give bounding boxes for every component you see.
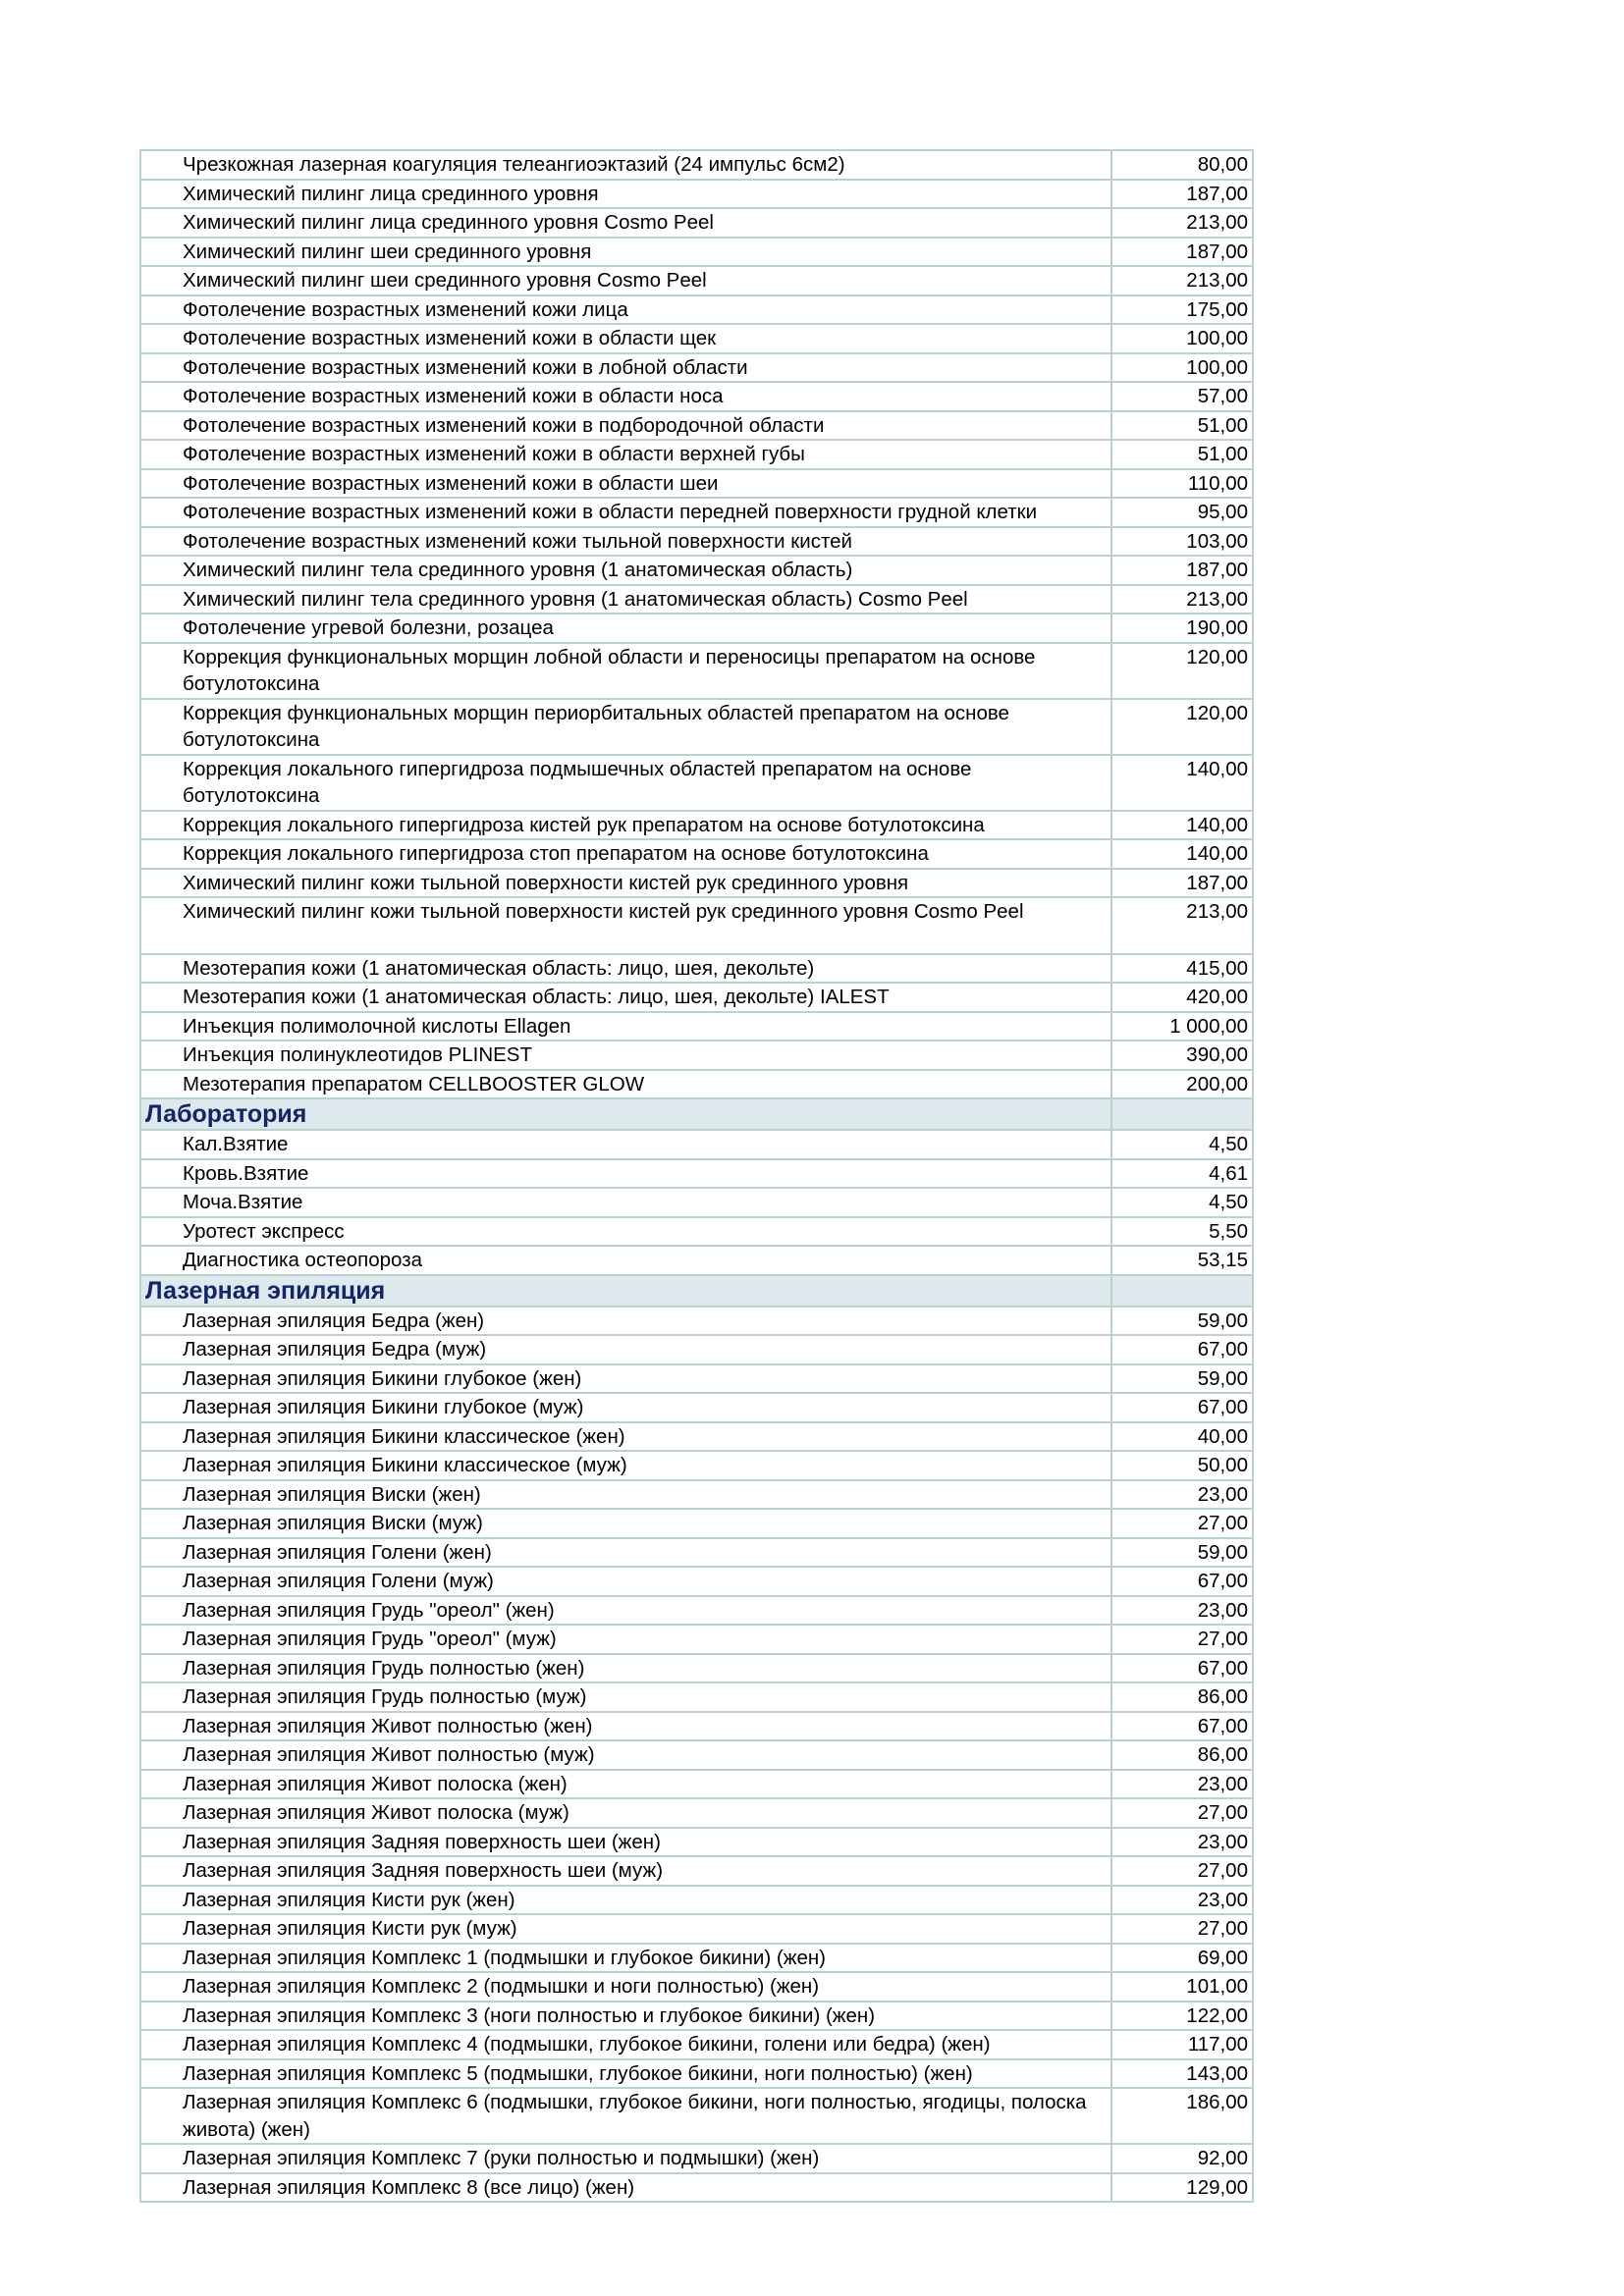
price-list-body	[140, 150, 1253, 2202]
service-price: 100,00	[1111, 324, 1253, 353]
service-name: Лазерная эпиляция Комплекс 1 (подмышки и глубокое бикини) (жен)	[140, 1944, 1111, 1973]
service-name: Лазерная эпиляция Грудь "ореол" (жен)	[140, 1596, 1111, 1626]
service-price: 67,00	[1111, 1654, 1253, 1683]
price-row	[140, 1159, 1253, 1189]
service-price: 101,00	[1111, 1972, 1253, 2002]
service-price: 27,00	[1111, 1856, 1253, 1886]
service-price: 59,00	[1111, 1538, 1253, 1568]
service-price: 59,00	[1111, 1307, 1253, 1336]
service-name: Лазерная эпиляция Живот полностью (жен)	[140, 1712, 1111, 1741]
service-name: Диагностика остеопороза	[140, 1246, 1111, 1275]
price-row	[140, 643, 1253, 699]
service-price: 213,00	[1111, 585, 1253, 614]
service-price: 95,00	[1111, 498, 1253, 527]
service-name: Фотолечение возрастных изменений кожи в области щек	[140, 324, 1111, 353]
price-row	[140, 1740, 1253, 1770]
price-row	[140, 1856, 1253, 1886]
service-price: 67,00	[1111, 1335, 1253, 1364]
price-row	[140, 1217, 1253, 1247]
service-price: 23,00	[1111, 1886, 1253, 1915]
service-name: Химический пилинг тела срединного уровня (1 анатомическая область) Cosmo Peel	[140, 585, 1111, 614]
service-price: 190,00	[1111, 614, 1253, 643]
service-name: Кал.Взятие	[140, 1130, 1111, 1159]
service-name: Химический пилинг тела срединного уровня (1 анатомическая область)	[140, 556, 1111, 585]
service-price: 4,61	[1111, 1159, 1253, 1189]
service-name: Мезотерапия препаратом CELLBOOSTER GLOW	[140, 1070, 1111, 1099]
service-name: Коррекция локального гипергидроза стоп препаратом на основе ботулотоксина	[140, 839, 1111, 869]
service-name: Фотолечение угревой болезни, розацеа	[140, 614, 1111, 643]
service-price: 23,00	[1111, 1596, 1253, 1626]
price-row	[140, 1364, 1253, 1394]
price-row	[140, 411, 1253, 441]
price-row	[140, 1972, 1253, 2002]
service-name: Фотолечение возрастных изменений кожи тыльной поверхности кистей	[140, 527, 1111, 557]
service-price: 415,00	[1111, 954, 1253, 984]
service-name: Лазерная эпиляция Бикини классическое (муж)	[140, 1451, 1111, 1480]
service-price: 51,00	[1111, 440, 1253, 469]
price-row	[140, 2059, 1253, 2089]
category-row	[140, 1098, 1253, 1130]
service-name: Фотолечение возрастных изменений кожи в области передней поверхности грудной клетки	[140, 498, 1111, 527]
service-name: Лазерная эпиляция Бикини классическое (жен)	[140, 1422, 1111, 1452]
service-name: Лазерная эпиляция Бикини глубокое (жен)	[140, 1364, 1111, 1394]
price-row	[140, 180, 1253, 209]
service-name: Кровь.Взятие	[140, 1159, 1111, 1189]
service-name: Лазерная эпиляция Комплекс 2 (подмышки и ноги полностью) (жен)	[140, 1972, 1111, 2002]
service-name: Лазерная эпиляция Комплекс 7 (руки полностью и подмышки) (жен)	[140, 2144, 1111, 2173]
price-row	[140, 238, 1253, 267]
category-title: Лазерная эпиляция	[140, 1275, 1111, 1307]
service-name: Лазерная эпиляция Грудь полностью (жен)	[140, 1654, 1111, 1683]
category-title: Лаборатория	[140, 1098, 1111, 1130]
service-name: Лазерная эпиляция Бикини глубокое (муж)	[140, 1393, 1111, 1422]
service-name: Химический пилинг шеи срединного уровня Cosmo Peel	[140, 266, 1111, 295]
price-row	[140, 382, 1253, 411]
service-name: Коррекция функциональных морщин периорбитальных областей препаратом на основе ботулотоксина	[140, 699, 1111, 755]
service-name: Лазерная эпиляция Комплекс 8 (все лицо) (жен)	[140, 2173, 1111, 2203]
service-name: Лазерная эпиляция Задняя поверхность шеи (жен)	[140, 1828, 1111, 1857]
service-name: Лазерная эпиляция Живот полоска (жен)	[140, 1770, 1111, 1799]
price-row	[140, 150, 1253, 180]
service-name: Лазерная эпиляция Грудь полностью (муж)	[140, 1682, 1111, 1712]
category-row	[140, 1275, 1253, 1307]
service-price: 120,00	[1111, 699, 1253, 755]
price-row	[140, 1567, 1253, 1596]
service-name: Лазерная эпиляция Задняя поверхность шеи (муж)	[140, 1856, 1111, 1886]
service-price: 187,00	[1111, 238, 1253, 267]
service-name: Лазерная эпиляция Комплекс 6 (подмышки, глубокое бикини, ноги полностью, ягодицы, полоска живота) (жен)	[140, 2088, 1111, 2144]
service-name: Коррекция локального гипергидроза подмышечных областей препаратом на основе ботулотоксина	[140, 755, 1111, 811]
price-row	[140, 1070, 1253, 1099]
service-name: Лазерная эпиляция Виски (муж)	[140, 1509, 1111, 1538]
service-price: 27,00	[1111, 1914, 1253, 1944]
service-price: 53,15	[1111, 1246, 1253, 1275]
service-price: 140,00	[1111, 839, 1253, 869]
price-row	[140, 1886, 1253, 1915]
service-price: 187,00	[1111, 180, 1253, 209]
price-row	[140, 1798, 1253, 1828]
service-price: 59,00	[1111, 1364, 1253, 1394]
price-row	[140, 527, 1253, 557]
service-price: 100,00	[1111, 353, 1253, 383]
service-price: 4,50	[1111, 1188, 1253, 1217]
service-price: 69,00	[1111, 1944, 1253, 1973]
service-name: Фотолечение возрастных изменений кожи в лобной области	[140, 353, 1111, 383]
service-price: 5,50	[1111, 1217, 1253, 1247]
price-row	[140, 1188, 1253, 1217]
price-row	[140, 1509, 1253, 1538]
price-row	[140, 755, 1253, 811]
price-row	[140, 1625, 1253, 1654]
service-price: 67,00	[1111, 1712, 1253, 1741]
price-row	[140, 353, 1253, 383]
service-price: 187,00	[1111, 556, 1253, 585]
service-name: Инъекция полинуклеотидов PLINEST	[140, 1041, 1111, 1070]
price-row	[140, 1682, 1253, 1712]
price-row	[140, 1914, 1253, 1944]
service-name: Мезотерапия кожи (1 анатомическая область: лицо, шея, декольте) IALEST	[140, 983, 1111, 1012]
price-row	[140, 295, 1253, 325]
service-price: 23,00	[1111, 1770, 1253, 1799]
price-row	[140, 1480, 1253, 1510]
price-row	[140, 2144, 1253, 2173]
price-row	[140, 469, 1253, 499]
service-price: 117,00	[1111, 2030, 1253, 2059]
service-price: 175,00	[1111, 295, 1253, 325]
price-row	[140, 1712, 1253, 1741]
service-price: 57,00	[1111, 382, 1253, 411]
service-price: 92,00	[1111, 2144, 1253, 2173]
price-row	[140, 2088, 1253, 2144]
service-price: 390,00	[1111, 1041, 1253, 1070]
price-row	[140, 585, 1253, 614]
service-price: 80,00	[1111, 150, 1253, 180]
service-name: Химический пилинг кожи тыльной поверхности кистей рук срединного уровня	[140, 869, 1111, 898]
price-row	[140, 983, 1253, 1012]
service-name: Фотолечение возрастных изменений кожи в области верхней губы	[140, 440, 1111, 469]
service-price: 120,00	[1111, 643, 1253, 699]
category-price-cell	[1111, 1275, 1253, 1307]
service-name: Лазерная эпиляция Кисти рук (муж)	[140, 1914, 1111, 1944]
service-name: Лазерная эпиляция Живот полоска (муж)	[140, 1798, 1111, 1828]
service-name: Лазерная эпиляция Виски (жен)	[140, 1480, 1111, 1510]
service-name: Лазерная эпиляция Голени (жен)	[140, 1538, 1111, 1568]
service-price: 86,00	[1111, 1682, 1253, 1712]
price-row	[140, 324, 1253, 353]
service-name: Фотолечение возрастных изменений кожи лица	[140, 295, 1111, 325]
price-row	[140, 1307, 1253, 1336]
service-price: 86,00	[1111, 1740, 1253, 1770]
price-list-table	[139, 149, 1254, 2203]
service-name: Мезотерапия кожи (1 анатомическая область: лицо, шея, декольте)	[140, 954, 1111, 984]
price-row	[140, 811, 1253, 840]
price-row	[140, 1012, 1253, 1041]
service-price: 186,00	[1111, 2088, 1253, 2144]
service-name: Химический пилинг лица срединного уровня Cosmo Peel	[140, 208, 1111, 238]
service-name: Фотолечение возрастных изменений кожи в подбородочной области	[140, 411, 1111, 441]
service-name: Фотолечение возрастных изменений кожи в области шеи	[140, 469, 1111, 499]
price-row	[140, 556, 1253, 585]
service-price: 1 000,00	[1111, 1012, 1253, 1041]
price-row	[140, 1654, 1253, 1683]
service-price: 23,00	[1111, 1480, 1253, 1510]
service-name: Лазерная эпиляция Кисти рук (жен)	[140, 1886, 1111, 1915]
price-row	[140, 699, 1253, 755]
price-row	[140, 1393, 1253, 1422]
price-row	[140, 1130, 1253, 1159]
price-row	[140, 1770, 1253, 1799]
service-name: Лазерная эпиляция Живот полностью (муж)	[140, 1740, 1111, 1770]
price-row	[140, 954, 1253, 984]
price-row	[140, 1944, 1253, 1973]
service-name: Лазерная эпиляция Бедра (муж)	[140, 1335, 1111, 1364]
service-name: Уротест экспресс	[140, 1217, 1111, 1247]
price-row	[140, 266, 1253, 295]
service-price: 213,00	[1111, 208, 1253, 238]
service-name: Коррекция функциональных морщин лобной области и переносицы препаратом на основе ботулотоксина	[140, 643, 1111, 699]
service-name: Лазерная эпиляция Комплекс 4 (подмышки, глубокое бикини, голени или бедра) (жен)	[140, 2030, 1111, 2059]
price-row	[140, 614, 1253, 643]
price-row	[140, 839, 1253, 869]
price-row	[140, 2030, 1253, 2059]
service-price: 213,00	[1111, 897, 1253, 954]
service-price: 129,00	[1111, 2173, 1253, 2203]
service-name: Химический пилинг шеи срединного уровня	[140, 238, 1111, 267]
service-name: Моча.Взятие	[140, 1188, 1111, 1217]
service-price: 23,00	[1111, 1828, 1253, 1857]
price-row	[140, 1451, 1253, 1480]
service-name: Лазерная эпиляция Комплекс 3 (ноги полностью и глубокое бикини) (жен)	[140, 2002, 1111, 2031]
price-row	[140, 897, 1253, 954]
price-row	[140, 1828, 1253, 1857]
service-name: Коррекция локального гипергидроза кистей рук препаратом на основе ботулотоксина	[140, 811, 1111, 840]
service-price: 122,00	[1111, 2002, 1253, 2031]
service-name: Лазерная эпиляция Голени (муж)	[140, 1567, 1111, 1596]
service-price: 67,00	[1111, 1393, 1253, 1422]
service-price: 213,00	[1111, 266, 1253, 295]
service-name: Лазерная эпиляция Бедра (жен)	[140, 1307, 1111, 1336]
service-name: Чрезкожная лазерная коагуляция телеангиоэктазий (24 импульс 6см2)	[140, 150, 1111, 180]
service-name: Инъекция полимолочной кислоты Ellagen	[140, 1012, 1111, 1041]
service-price: 27,00	[1111, 1798, 1253, 1828]
service-price: 420,00	[1111, 983, 1253, 1012]
price-row	[140, 1041, 1253, 1070]
service-price: 67,00	[1111, 1567, 1253, 1596]
price-row	[140, 1422, 1253, 1452]
price-row	[140, 2173, 1253, 2203]
price-row	[140, 1596, 1253, 1626]
price-row	[140, 1335, 1253, 1364]
price-row	[140, 498, 1253, 527]
service-price: 50,00	[1111, 1451, 1253, 1480]
price-row	[140, 1246, 1253, 1275]
service-price: 27,00	[1111, 1509, 1253, 1538]
service-price: 40,00	[1111, 1422, 1253, 1452]
service-name: Химический пилинг кожи тыльной поверхности кистей рук срединного уровня Cosmo Peel	[140, 897, 1111, 954]
service-price: 4,50	[1111, 1130, 1253, 1159]
service-price: 51,00	[1111, 411, 1253, 441]
service-price: 187,00	[1111, 869, 1253, 898]
price-row	[140, 1538, 1253, 1568]
service-price: 140,00	[1111, 755, 1253, 811]
price-row	[140, 440, 1253, 469]
service-price: 143,00	[1111, 2059, 1253, 2089]
service-name: Химический пилинг лица срединного уровня	[140, 180, 1111, 209]
service-price: 110,00	[1111, 469, 1253, 499]
service-name: Лазерная эпиляция Комплекс 5 (подмышки, глубокое бикини, ноги полностью) (жен)	[140, 2059, 1111, 2089]
price-row	[140, 2002, 1253, 2031]
service-name: Фотолечение возрастных изменений кожи в области носа	[140, 382, 1111, 411]
service-price: 103,00	[1111, 527, 1253, 557]
category-price-cell	[1111, 1098, 1253, 1130]
price-row	[140, 208, 1253, 238]
price-row	[140, 869, 1253, 898]
service-name: Лазерная эпиляция Грудь "ореол" (муж)	[140, 1625, 1111, 1654]
service-price: 200,00	[1111, 1070, 1253, 1099]
service-price: 27,00	[1111, 1625, 1253, 1654]
service-price: 140,00	[1111, 811, 1253, 840]
